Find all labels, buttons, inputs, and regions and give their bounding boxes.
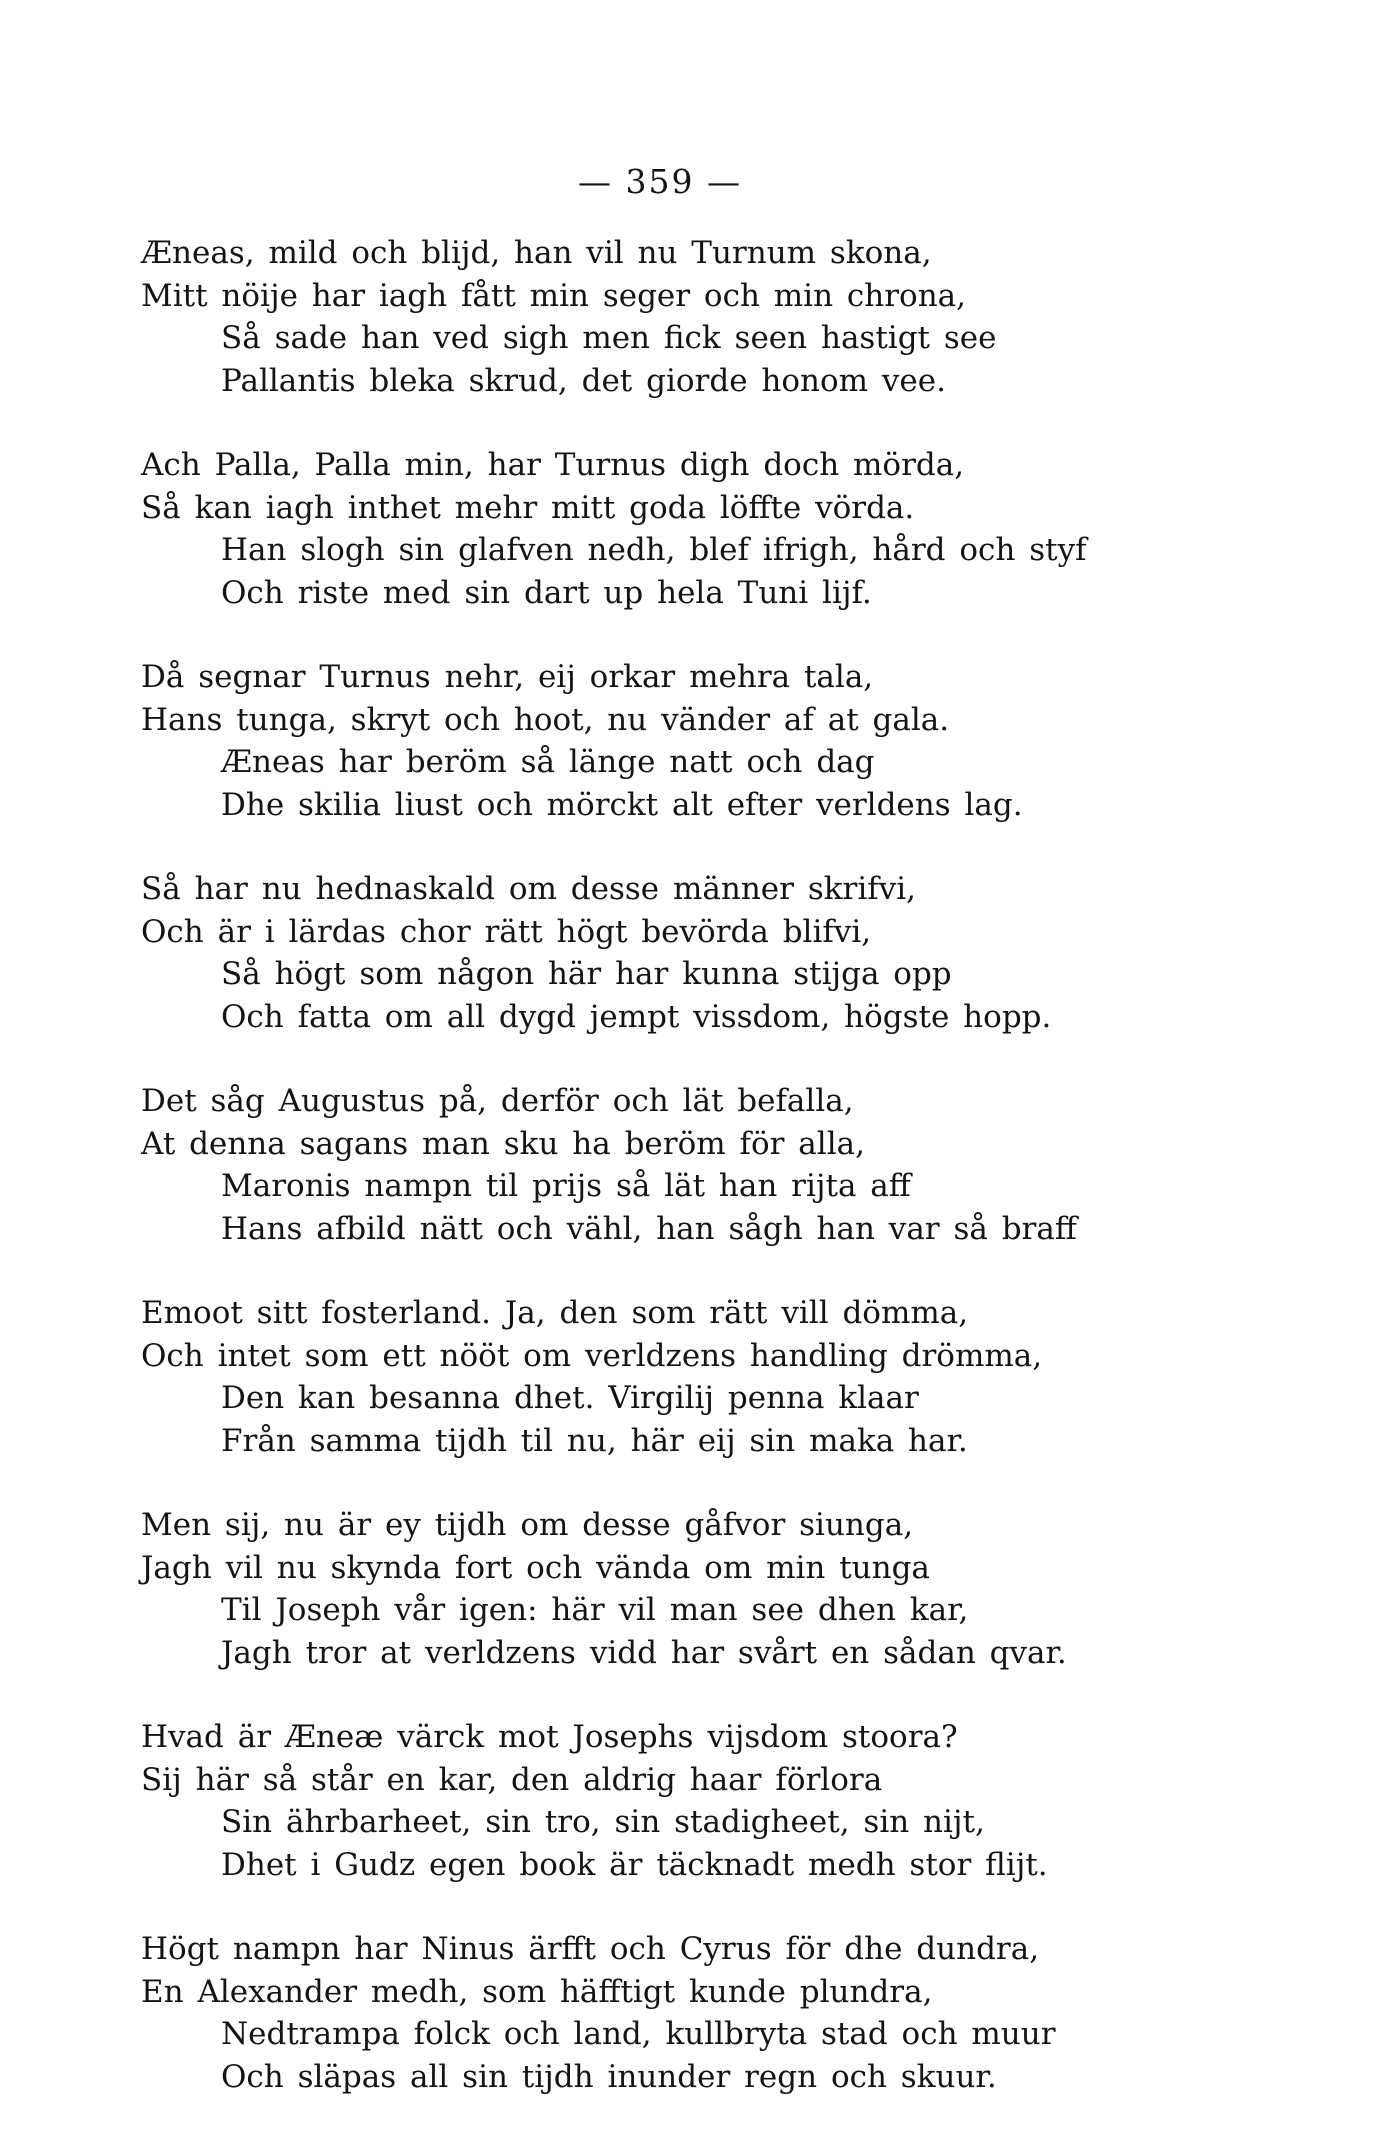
verse-line: Jagh vil nu skynda fort och vända om min tunga — [141, 1549, 930, 1586]
stanza — [141, 1504, 1371, 1674]
stanza — [141, 656, 1371, 826]
verse-line: Och riste med sin dart up hela Tuni lijf. — [221, 574, 872, 611]
verse-line: Så kan iagh inthet mehr mitt goda löffte vörda. — [141, 489, 915, 526]
stanza — [141, 1928, 1371, 2098]
verse-line: Och fatta om all dygd jempt vissdom, högste hopp. — [221, 998, 1052, 1035]
verse-line: Då segnar Turnus nehr, eij orkar mehra tala, — [141, 659, 874, 695]
verse-line: Och släpas all sin tijdh inunder regn och skuur. — [221, 2058, 997, 2095]
verse-line: Maronis nampn til prijs så lät han rijta aff — [221, 1168, 911, 1204]
verse-line: En Alexander medh, som häfftigt kunde plundra, — [141, 1973, 933, 2010]
page-number: — 359 — — [578, 162, 742, 201]
stanza — [141, 444, 1371, 614]
verse-line: Dhet i Gudz egen book är täcknadt medh stor flijt. — [221, 1846, 1048, 1883]
verse-line: Så har nu hednaskald om desse männer skrifvi, — [141, 871, 916, 907]
verse-line: Hans afbild nätt och vähl, han sågh han var så braff — [221, 1210, 1077, 1247]
verse-line: Pallantis bleka skrud, det giorde honom vee. — [221, 362, 946, 399]
verse-line: Men sij, nu är ey tijdh om desse gåfvor siunga, — [141, 1507, 914, 1543]
verse-line: Ach Palla, Palla min, har Turnus digh doch mörda, — [141, 447, 965, 483]
stanza — [141, 1716, 1371, 1886]
poem-body — [141, 232, 1371, 2140]
verse-line: Til Joseph vår igen: här vil man see dhen kar, — [221, 1592, 969, 1628]
verse-line: Högt nampn har Ninus ärfft och Cyrus för dhe dundra, — [141, 1931, 1040, 1967]
verse-line: Och är i lärdas chor rätt högt bevörda blifvi, — [141, 913, 872, 950]
verse-line: Det såg Augustus på, derför och lät befalla, — [141, 1083, 854, 1119]
verse-line: At denna sagans man sku ha beröm för alla, — [141, 1125, 865, 1162]
verse-line: Hvad är Æneæ värck mot Josephs vijsdom stoora? — [141, 1719, 958, 1755]
verse-line: Dhe skilia liust och mörckt alt efter verldens lag. — [221, 786, 1023, 823]
verse-line: Hans tunga, skryt och hoot, nu vänder af at gala. — [141, 701, 950, 738]
verse-line: Emoot sitt fosterland. Ja, den som rätt vill dömma, — [141, 1295, 969, 1331]
verse-line: Den kan besanna dhet. Virgilij penna klaar — [221, 1380, 919, 1416]
verse-line: Sin ährbarheet, sin tro, sin stadigheet, sin nijt, — [221, 1804, 985, 1840]
verse-line: Sij här så står en kar, den aldrig haar förlora — [141, 1761, 883, 1798]
verse-line: Æneas, mild och blijd, han vil nu Turnum skona, — [141, 235, 932, 271]
verse-line: Nedtrampa folck och land, kullbryta stad och muur — [221, 2016, 1056, 2052]
verse-line: Jagh tror at verldzens vidd har svårt en sådan qvar. — [221, 1634, 1067, 1671]
verse-line: Så sade han ved sigh men fick seen hastigt see — [221, 320, 997, 356]
verse-line: Från samma tijdh til nu, här eij sin maka har. — [221, 1422, 968, 1459]
verse-line: Så högt som någon här har kunna stijga opp — [221, 956, 952, 992]
stanza — [141, 232, 1371, 402]
stanza — [141, 1080, 1371, 1250]
stanza — [141, 868, 1371, 1038]
verse-line: Æneas har beröm så länge natt och dag — [221, 744, 875, 780]
verse-line: Han slogh sin glafven nedh, blef ifrigh, hård och styf — [221, 532, 1087, 568]
stanza — [141, 1292, 1371, 1462]
verse-line: Och intet som ett nööt om verldzens handling drömma, — [141, 1337, 1043, 1374]
verse-line: Mitt nöije har iagh fått min seger och min chrona, — [141, 277, 967, 314]
